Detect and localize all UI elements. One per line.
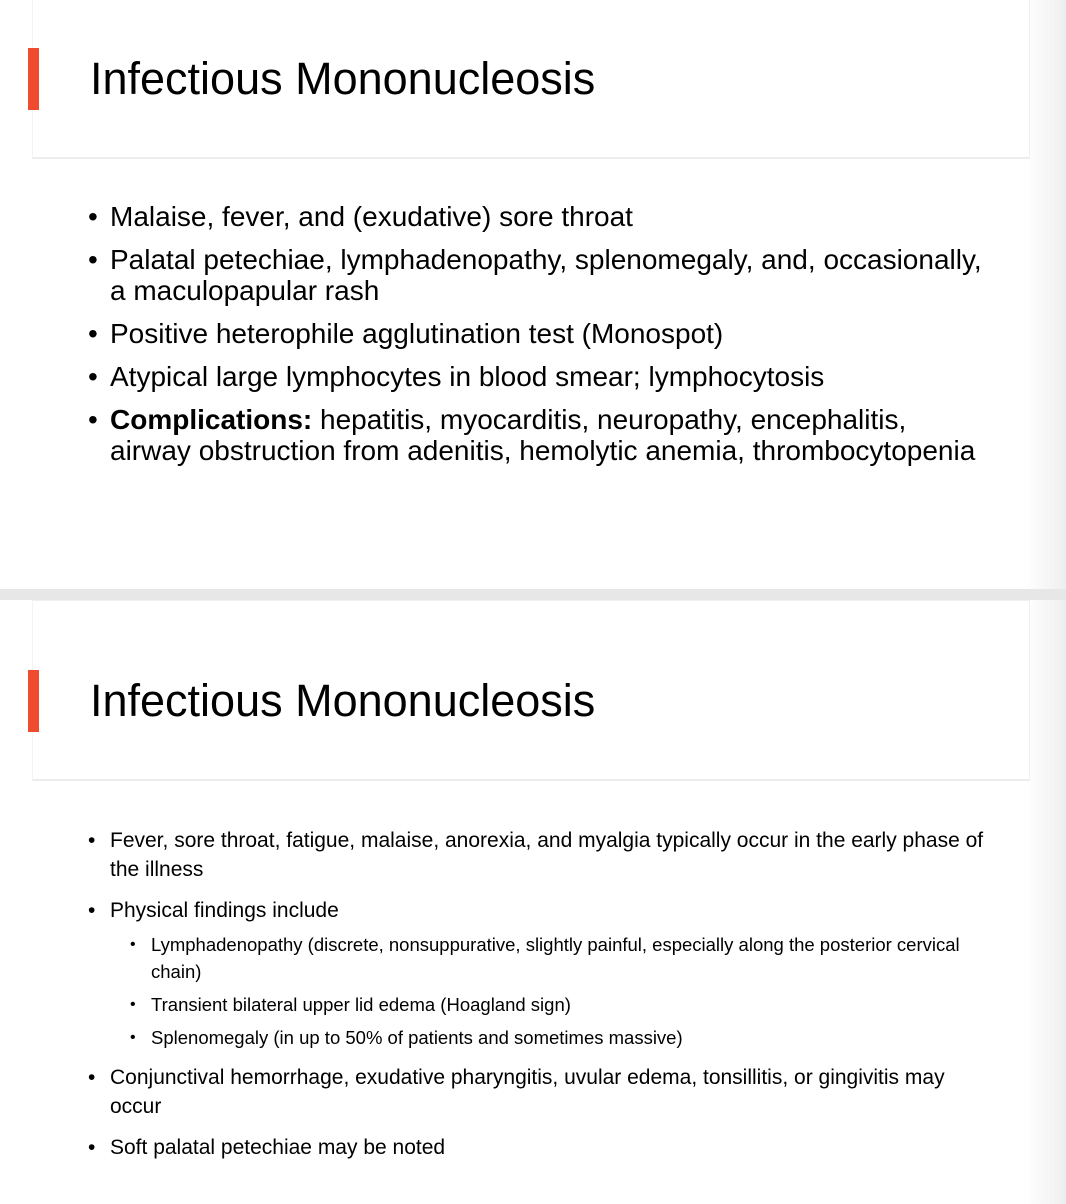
list-item: • Conjunctival hemorrhage, exudative pharyngitis, uvular edema, tonsillitis, or gingivitis may occur xyxy=(88,1063,988,1121)
title-accent-bar xyxy=(28,48,39,110)
title-accent-bar xyxy=(28,670,39,732)
list-item: • Soft palatal petechiae may be noted xyxy=(88,1133,988,1162)
complications-text: hepatitis, myocarditis, neuropathy, encephalitis, airway obstruction from adenitis, hemolytic anemia, thrombocytopenia xyxy=(110,404,976,466)
sub-list-item: • Splenomegaly (in up to 50% of patients and sometimes massive) xyxy=(130,1024,988,1051)
list-item: • Positive heterophile agglutination test (Monospot) xyxy=(88,318,988,349)
list-item-label: Physical findings include xyxy=(110,899,339,922)
sub-list-item: • Transient bilateral upper lid edema (Hoagland sign) xyxy=(130,991,988,1018)
list-item-complications xyxy=(88,404,988,466)
sub-bullet-list xyxy=(110,931,988,1051)
bullet-list xyxy=(88,201,988,478)
complications-label: Complications: xyxy=(110,404,313,435)
list-item-physical-findings xyxy=(88,896,988,1051)
slide-title: Infectious Mononucleosis xyxy=(90,53,596,104)
bullet-list xyxy=(88,826,988,1174)
page-edge-shadow xyxy=(1026,0,1066,1204)
slide-title: Infectious Mononucleosis xyxy=(90,675,596,726)
slide-1 xyxy=(0,0,1028,589)
list-item: • Fever, sore throat, fatigue, malaise, anorexia, and myalgia typically occur in the early phase of the illness xyxy=(88,826,988,884)
list-item: • Palatal petechiae, lymphadenopathy, splenomegaly, and, occasionally, a maculopapular rash xyxy=(88,244,988,306)
sub-list-item: • Lymphadenopathy (discrete, nonsuppurative, slightly painful, especially along the posterior cervical chain) xyxy=(130,931,988,985)
list-item: • Malaise, fever, and (exudative) sore throat xyxy=(88,201,988,232)
slide-separator xyxy=(0,589,1066,600)
list-item: • Atypical large lymphocytes in blood smear; lymphocytosis xyxy=(88,361,988,392)
